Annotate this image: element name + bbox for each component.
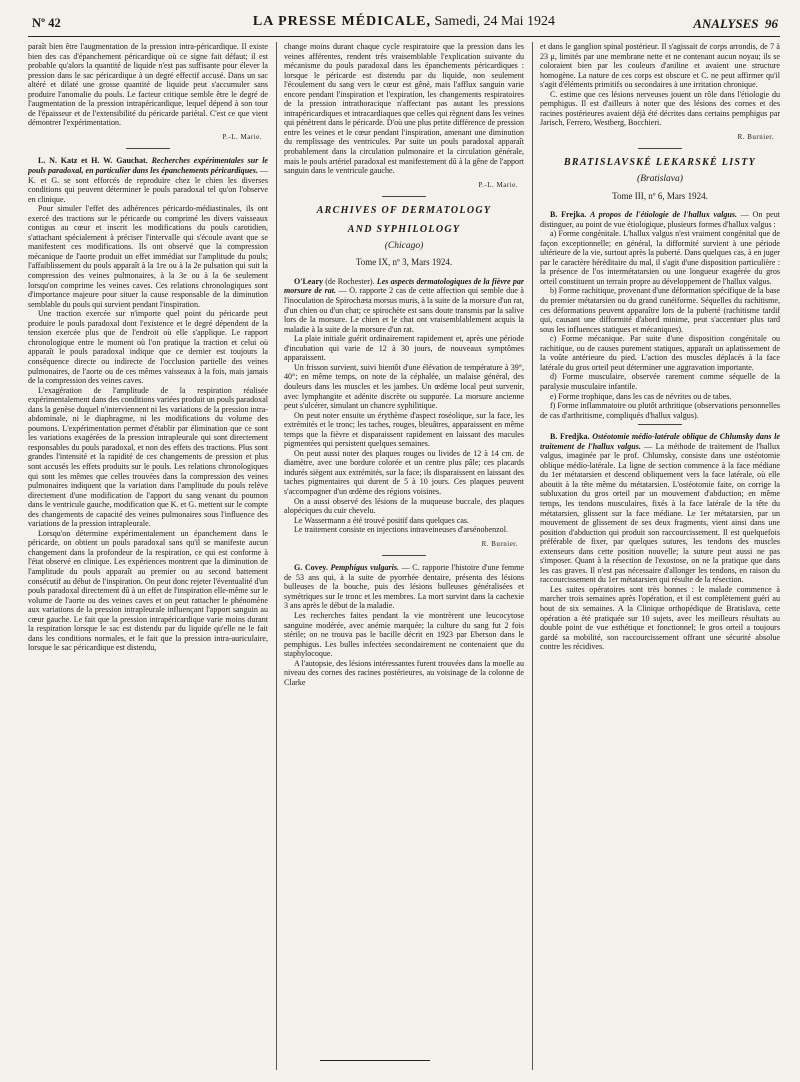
- article-title: Recherches expérimentales sur le pouls paradoxal, en particulier dans les épanchements péricardiques.: [28, 156, 268, 176]
- section-label: [693, 16, 778, 32]
- separator-rule: [382, 555, 426, 556]
- paragraph: — On peut distinguer, au point de vue étiologique, plusieurs formes d'hallux valgus :: [540, 210, 780, 229]
- journal-city: (Bratislava): [637, 174, 683, 185]
- paragraph: — O. rapporte 2 cas de cette affection qui semble due à l'inoculation de Spirochæta morsus muris, à la suite de la morsure d'un rat, d'un chien ou d'un chat; ce spirochète est sans doute transmis par la salive lors de la morsure. Le chien et le chat ont vraisemblablement acquis la maladie à la suite de la morsure d'un rat.: [284, 286, 524, 334]
- paragraph: Le Wassermann a été trouvé positif dans quelques cas.: [294, 515, 470, 525]
- signature: P.-L. Marie.: [478, 180, 518, 189]
- paragraph: Les suites opératoires sont très bonnes : le malade commence à marcher trois semaines après l'opération, et il est complètement guéri au bout de six semaines. A la Clinique orthopédique de Bratislava, cette opération a été pratiquée sur 10 sujets, avec les meilleurs résultats au double point de vue esthétique et fonctionnel; le gros orteil a toujours gardé sa mobilité, son raccourcissement offrant une sécurité absolue contre les récidives.: [540, 584, 780, 652]
- section-page: 96: [765, 16, 778, 31]
- journal-title: BRATISLAVSKÉ LEKARSKÉ LISTY: [563, 157, 757, 169]
- journal-title: [284, 206, 524, 235]
- article-title: Ostéotomie médio-latérale oblique de Chlumsky dans le traitement de l'hallux valgus.: [540, 432, 780, 451]
- paragraph: change moins durant chaque cycle respiratoire que la pression dans les veines afférentes, rendent très vraisemblable l'explication suivante du mécanisme du pouls paradoxal dans les épanchements péricardiques : lorsque le péricarde est distendu par du liquide, non seulement l'écoulement du sang vers le cœur est gêné, mais l'afflux sanguin varie encore pendant l'inspiration et l'expiration, les changements respiratoires de la pression intrathoracique n'affectant pas autant les pressions intrapéricardiques et intracardiaques que celles qui règnent dans les veines qui pénètrent dans le péricarde. D'où une plus petite différence de pression entre les veines et le cœur pendant l'inspiration, amenant une diminution du remplissage des ventricules. Par suite un pouls paradoxal apparaît probablement dans la circulation pulmonaire et la circulation générale, mais le pouls artériel paradoxal est manifestement dû à la gêne de l'apport sanguin dans le ventricule gauche.: [284, 42, 524, 176]
- paragraph: et dans le ganglion spinal postérieur. Il s'agissait de corps arrondis, de 7 à 23 μ, limités par une membrane nette et ne contenant aucun noyau; ils se coloraient bien par les couleurs d'aniline et avaient une structure homogène. La nature de ces corps est obscure et C. ne peut affirmer qu'il s'agit d'éléments primitifs ou secondaires à une irritation chronique.: [540, 42, 780, 90]
- signature: R. Burnier.: [481, 539, 518, 548]
- signature: P.-L. Marie.: [222, 132, 262, 141]
- list-item: f) Forme inflammatoire ou plutôt arthritique (observations personnelles de cas d'arthritisme, compliqués d'hallux valgus).: [540, 401, 780, 420]
- article-authors: L. N. Katz et H. W. Gauchat.: [38, 156, 148, 166]
- separator-rule: [126, 148, 170, 149]
- article-title: Les aspects dermatologiques de la fièvre par morsure de rat.: [284, 276, 524, 296]
- column-divider: [276, 42, 277, 1070]
- paragraph: Pour simuler l'effet des adhérences péricardo-médiastinales, ils ont exercé des tractions sur le péricarde ou comprimé les divers vaisseaux contigus au cœur et inscrit les modifications du pouls carotidien, s'attachant spécialement à préciser l'intervalle qui s'écoule avant que se manifestent ces modifications. Ils ont observé que la compression mécanique de l'aorte produit un effet immédiat sur l'amplitude du pouls; l'affaiblissement du pouls apparaît à la 1re ou à la 2e pulsation qui suit la compression des veines pulmonaires, à la 3e ou à la 6e seulement lorsqu'on comprime les veines caves. Ces relations chronologiques sont d'importance majeure pour situer la cause responsable de la diminution semblable du pouls qui survient pendant l'inspiration.: [28, 204, 268, 309]
- abstract-oleary: [284, 277, 524, 334]
- journal-title-line: ARCHIVES OF DERMATOLOGY: [316, 205, 492, 217]
- article-title: Pemphigus vulgaris.: [330, 563, 400, 573]
- page-number: Nº 42: [32, 16, 61, 30]
- signature: R. Burnier.: [737, 132, 774, 141]
- paragraph: Le traitement consiste en injections intraveineuses d'arsénobenzol.: [294, 525, 508, 535]
- abstract-covey: [284, 563, 524, 611]
- paragraph: L'exagération de l'amplitude de la respiration réalisée expérimentalement dans des conditions variées produit un pouls paradoxal dans la genèse duquel n'interviennent ni les variations de la pression intra-abdominale, ni le diaphragme, ni les modifications du volume des poumons. L'expérimentation permet d'établir par élimination que ce sont les variations exagérées de la pression intrapleurale qui sont directement responsables du pouls paradoxal, et non des effets des tractions. Plus sont grandes l'intensité et la rapidité de ces changements de pression et plus sont accusés les effets produits sur le pouls. Les relations chronologiques qui sont les mêmes que celles trouvées dans la compression des veines pulmonaires indiquent que la variation dans l'amplitude du pouls relève directement d'une modification de l'apport du sang venant du poumon dans le ventricule gauche, modification que K. et G. mettent sur le compte des changements de capacité des veines pulmonaires sous l'influence des variations de la pression intrapleurale.: [28, 385, 268, 529]
- paragraph: La plaie initiale guérit ordinairement rapidement et, après une période d'incubation qui varie de 12 à 30 jours, de nouveaux symptômes apparaissent.: [284, 334, 524, 363]
- page-header: [28, 10, 780, 37]
- journal-volume: Tome III, nº 6, Mars 1924.: [612, 190, 708, 201]
- journal-volume: Tome IX, nº 3, Mars 1924.: [355, 257, 453, 268]
- column-divider: [532, 42, 533, 1070]
- paragraph: — C. rapporte l'histoire d'une femme de 53 ans qui, à la suite de pyorrhée dentaire, présenta des lésions bulleuses de la bouche, puis des lésions bulleuses généralisées et symétriques sur le tronc et les membres. La mort survint dans la cachexie 3 ans après le début de la maladie.: [284, 563, 524, 611]
- abstract-katz-gauchat: [28, 156, 268, 204]
- newspaper-page: [28, 10, 780, 1070]
- column-1: [28, 42, 268, 1070]
- paragraph: On a aussi observé des lésions de la muqueuse buccale, des plaques alopéciques du cuir chevelu.: [284, 496, 524, 516]
- paragraph: C. estime que ces lésions nerveuses jouent un rôle dans l'étiologie du pemphigus. Il est d'ailleurs à noter que des lésions des cornes et des racines postérieures avaient déjà été décrites dans certains pemphigus par Jarisch, Ferrero, Westberg, Bocchieri.: [540, 89, 780, 128]
- separator-rule: [638, 424, 682, 425]
- separator-rule: [638, 148, 682, 149]
- list-item: b) Forme rachitique, provenant d'une déformation spécifique de la base du premier métatarsien ou du grand cunéiforme. Séquelles du rachitisme, ces déformations peuvent apparaître lors de la puberté (rachitisme tardif qui, causant une difformité d'abord minime, peut s'accentuer plus tard sous les influences statiques et mécaniques).: [540, 286, 780, 334]
- paragraph: Un frisson survient, suivi bientôt d'une élévation de température à 39°, 40°; en même temps, on note de la céphalée, un malaise général, des douleurs dans les muscles et les jambes. Un œdème local peut survenir, avec lymphangite et adénite discrète ou suppurée. La morsure ancienne peut s'ulcérer, simulant un chancre syphilitique.: [284, 362, 524, 411]
- column-2: [284, 42, 524, 1070]
- article-title: A propos de l'étiologie de l'hallux valgus.: [589, 210, 737, 220]
- columns: [28, 42, 780, 1070]
- paragraph: — La méthode de traitement de l'hallux valgus, imaginée par le prof. Chlumsky, consiste dans une ostéotomie oblique médio-latérale. La ligne de section commence à la face médiane du 1er métatarsien et descend obliquement vers la face latérale, où elle aboutit à la tête même du métatarsien. L'ostéotomie faite, on corrige la subluxation du gros orteil par un mouvement d'abduction; en même temps, les tendons musculaires, fixés à la face latérale de la tête du métatarsien, glissent sur la face médiane. Le 1er métatarsien, par un mouvement de glissement de ses deux fragments, vient ainsi dans une position d'abduction qui produit son raccourcissement. Il est quelquefois préférable de fixer, par quelques sutures, les tendons des muscles extenseurs dans cette position nouvelle; la suture peut aussi ne pas s'imposer. Quant à la résection de l'exostose, on ne la pratique que dans les cas graves. Il n'est pas nécessaire d'allonger les tendons, en raison du raccourcissement du 1er métatarsien qui résulte de la résection.: [540, 441, 780, 585]
- article-author: O'Leary: [294, 276, 324, 286]
- paragraph: Les recherches faites pendant la vie montrèrent une leucocytose sanguine modérée, avec anémie marquée; la culture du sang fut 2 fois stérile; on ne trouva pas le bacille décrit en 1923 par Eberson dans le pemphigus. Les bulles infectées secondairement ne contenaient que du staphylocoque.: [284, 610, 524, 659]
- issue-date: Samedi, 24 Mai 1924: [434, 14, 556, 29]
- journal-title-line: AND SYPHILOLOGY: [347, 224, 461, 236]
- abstract-frejka: [540, 210, 780, 229]
- journal-city: (Chicago): [384, 240, 424, 251]
- separator-rule: [382, 196, 426, 197]
- masthead: [28, 14, 780, 30]
- list-item: a) Forme congénitale. L'hallux valgus n'est vraiment congénital que de façon exceptionnelle; en général, la difformité survient à une période ultérieure de la vie, surtout après la puberté. Dans quelques cas, à en juger par le caractère héréditaire du mal, il s'agit d'une disposition particulière : la présence de l'os intermétatarsien ou une longueur exagérée du gros orteil constituent un terrain propre au développement de l'hallux valgus.: [540, 229, 780, 286]
- list-item: d) Forme musculaire, observée rarement comme séquelle de la paralysie musculaire infantile.: [540, 372, 780, 391]
- author-affiliation: (de Rochester).: [325, 276, 375, 286]
- paragraph: On peut noter ensuite un érythème d'aspect roséolique, sur la face, les extrémités et le tronc; les taches, rouges, bleuâtres, apparaissent en même temps que la fièvre et disparaissent rapidement en laissant des macules pigmentées qui persistent quelques semaines.: [284, 410, 524, 449]
- paragraph: On peut aussi noter des plaques rouges ou livides de 12 à 14 cm. de diamètre, avec une bordure colorée et un centre plus pâle; ces placards indurés siègent aux extrémités, sur la face; ils disparaissent en laissant des taches pigmentaires qui durent de 5 à 10 jours. Ces plaques peuvent s'accompagner d'un œdème des régions voisines.: [284, 448, 524, 496]
- paragraph: Lorsqu'on détermine expérimentalement un épanchement dans le péricarde, on obtient un pouls paradoxal sans qu'il se manifeste aucun changement dans la profondeur de la respiration, ce qui est conforme à l'état observé en clinique. Les expériences montrent que la diminution de l'amplitude du pouls apparaît au premier ou au second battement consécutif au début de l'inspiration. On peut donc rejeter l'éventualité d'un pouls paradoxal directement dû à un effet de l'inspiration elle-même sur le volume de l'aorte ou des veines caves et on peut rattacher le phénomène aux variations de la pression intrapleurale influençant l'apport sanguin au cœur gauche. Le fait que la pression intrapéricardique varie moins durant la respiration lorsque le sac est distendu par du liquide qu'elle ne le fait dans les conditions normales, et le fait que la pression intra-auriculaire, lorsque le sac péricardique est distendu,: [28, 528, 268, 653]
- paragraph: paraît bien être l'augmentation de la pression intra-péricardique. Il existe bien des cas d'épanchement péricardique où ce signe fait défaut; il est probable qu'alors la quantité de liquide n'est pas suffisante pour élever la pression dans le sac péricardique à un degré effectif accusé. Dans un sac altéré et dilaté une grosse quantité de liquide peut s'accumuler sans produire l'anomalie du pouls. Le facteur critique semble être le degré de l'augmentation de la pression intrapéricardique, lequel dépend à son tour de l'épaisseur et de l'extensibilité du péricarde pariétal. C'est ce que vient démontrer l'expérimentation.: [28, 42, 268, 128]
- list-item: c) Forme mécanique. Par suite d'une disposition congénitale ou rachitique, ou de causes purement statiques, apparaît un aplatissement de la voûte antérieure du pied. L'action des muscles déplacés à la face latérale du gros orteil peut déterminer une aggravation importante.: [540, 334, 780, 372]
- list-item: e) Forme trophique, dans les cas de névrites ou de tabes.: [550, 391, 732, 401]
- column-3: [540, 42, 780, 1070]
- abstract-fredjka: [540, 432, 780, 585]
- section-name: ANALYSES: [693, 16, 759, 31]
- footer-rule: [320, 1060, 430, 1061]
- journal-name: LA PRESSE MÉDICALE,: [252, 14, 432, 29]
- paragraph: Une traction exercée sur n'importe quel point du péricarde peut produire le pouls paradoxal dont l'existence et le degré dépendent de la tension exercée plus que de l'endroit où elle s'applique. Le rapport chronologique entre le moment où l'on pratique la traction et celui où apparaît le pouls paradoxal indique que ce dernier est toujours la conséquence directe ou indirecte de l'occlusion partielle des veines pulmonaires, de l'aorte ou de ces mêmes vaisseaux à la fois, mais jamais de la compression des veines caves.: [28, 309, 268, 386]
- paragraph: A l'autopsie, des lésions intéressantes furent trouvées dans la moelle au niveau des cornes des racines postérieures, au voisinage de la colonne de Clarke: [284, 658, 524, 687]
- article-author: B. Frejka.: [550, 210, 587, 220]
- article-author: G. Covey.: [294, 563, 328, 573]
- article-author: B. Fredjka.: [550, 432, 590, 442]
- paragraph: — K. et G. se sont efforcés de reproduire chez le chien les diverses conditions qui peuvent déterminer le pouls paradoxal tel qu'on l'observe en clinique.: [28, 166, 268, 204]
